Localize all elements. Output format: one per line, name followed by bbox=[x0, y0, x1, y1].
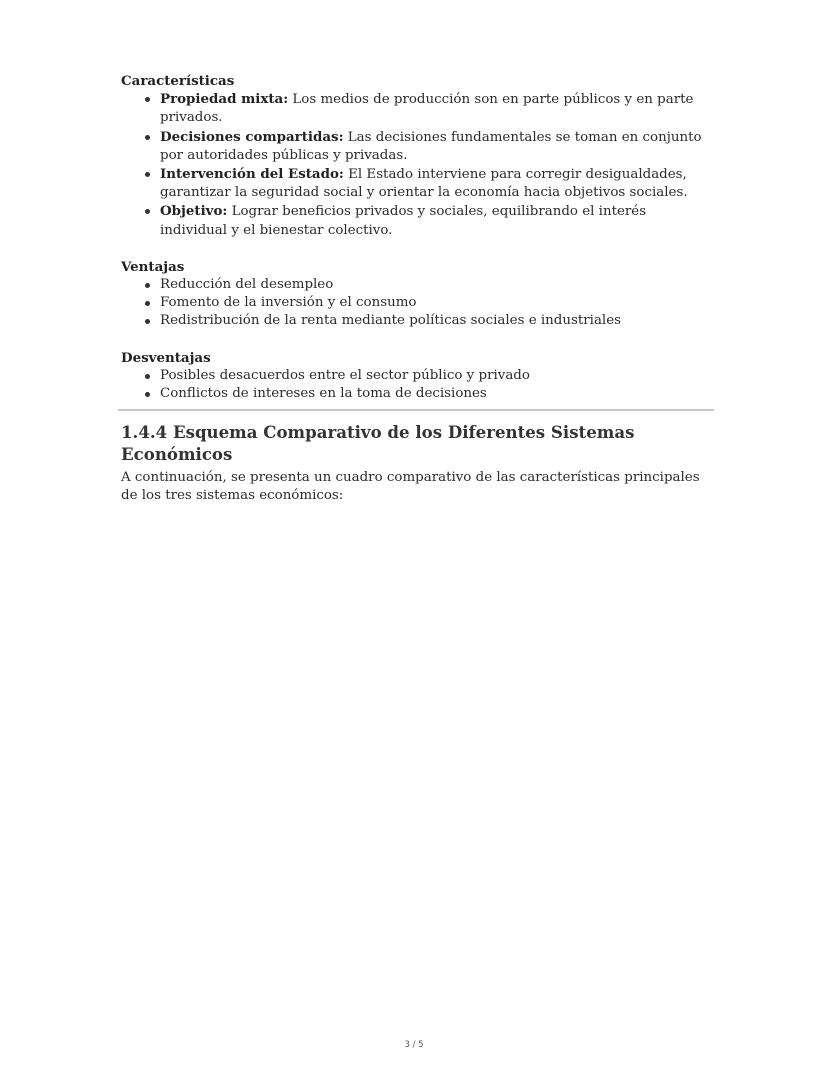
list-item bbox=[160, 128, 711, 165]
list-item: Posibles desacuerdos entre el sector público y privado bbox=[160, 367, 711, 385]
desventajas-heading: Desventajas bbox=[121, 349, 211, 366]
list-item bbox=[160, 90, 711, 127]
ventajas-list bbox=[121, 276, 711, 331]
section-title: 1.4.4 Esquema Comparativo de los Diferentes Sistemas Económicos bbox=[121, 422, 635, 465]
item-text: Las decisiones fundamentales se toman en conjunto por autoridades públicas y privadas. bbox=[160, 129, 702, 163]
item-term: Intervención del Estado: bbox=[160, 166, 344, 183]
item-text: Lograr beneficios privados y sociales, equilibrando el interés individual y el bienestar colectivo. bbox=[160, 204, 647, 238]
list-item: Redistribución de la renta mediante políticas sociales e industriales bbox=[160, 312, 711, 330]
caracteristicas-heading: Características bbox=[121, 73, 235, 89]
item-term: Objetivo: bbox=[160, 203, 228, 220]
item-text: El Estado interviene para corregir desigualdades, garantizar la seguridad social y orientar la economía hacia objetivos sociales. bbox=[160, 167, 688, 201]
ventajas-heading: Ventajas bbox=[121, 258, 185, 275]
list-item: Reducción del desempleo bbox=[160, 276, 711, 294]
horizontal-divider bbox=[118, 409, 714, 411]
item-text: Los medios de producción son en parte públicos y en parte privados. bbox=[160, 92, 694, 126]
document-body bbox=[121, 72, 711, 506]
list-item: Conflictos de intereses en la toma de decisiones bbox=[160, 385, 711, 403]
spacer bbox=[121, 240, 711, 258]
spacer bbox=[121, 331, 711, 349]
desventajas-list bbox=[121, 367, 711, 403]
list-item bbox=[160, 202, 711, 239]
item-term: Propiedad mixta: bbox=[160, 91, 289, 108]
list-item bbox=[160, 165, 711, 202]
list-item: Fomento de la inversión y el consumo bbox=[160, 294, 711, 312]
page-indicator: 3 / 5 bbox=[404, 1040, 424, 1050]
item-term: Decisiones compartidas: bbox=[160, 128, 344, 145]
caracteristicas-list bbox=[121, 90, 711, 240]
section-intro: A continuación, se presenta un cuadro comparativo de las características principales de los tres sistemas económicos: bbox=[121, 470, 700, 504]
